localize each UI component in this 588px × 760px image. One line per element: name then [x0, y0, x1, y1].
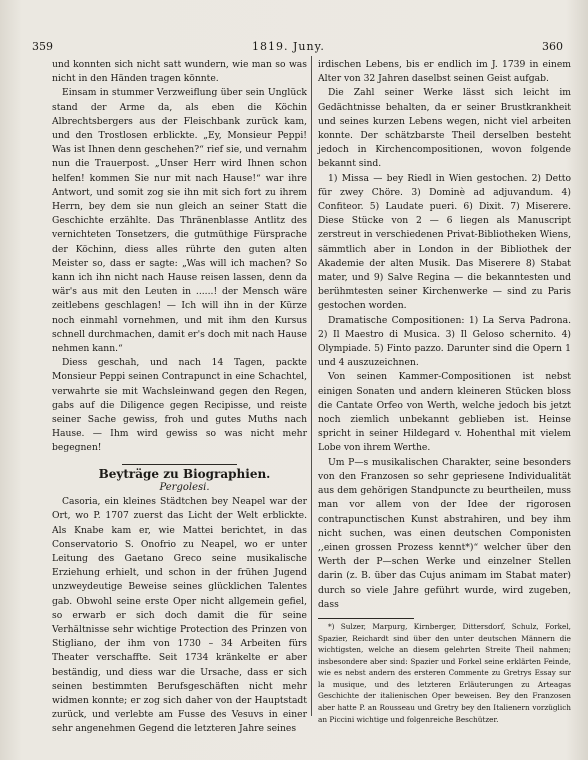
- paragraph: Von seinen Kammer-Compositionen ist nebst einigen Sonaten und andern kleineren Stücken bloss die Cantate Orfeo von Werth, welche jedoch bis jetzt noch ziemlich unbekannt geblieben ist. Heinse spricht in seiner Hildegard v. Hohenthal mit vielem Lobe von ihrem Werthe.: [318, 371, 571, 454]
- footnote-rule: [318, 618, 414, 619]
- paragraph: Casoria, ein kleines Städtchen bey Neapel war der Ort, wo P. 1707 zuerst das Licht der Welt erblickte. Als Knabe kam er, wie Mattei berichtet, in das Conservatorio S. Onofrio zu Neapel, wo er unter Leitung des Gaetano Greco seine musikalische Erziehung erhielt, und schon in der frühen Jugend unzweydeutige Beweise seines glücklichen Talentes gab. Obwohl seine erste Oper nicht allgemein gefiel, so erwarb er sich doch damit die für seine Verhältnisse sehr wichtige Protection des Prinzen von Stigliano, der ihm von 1730 – 34 Arbeiten fürs Theater verschaffte. Seit 1734 kränkelte er aber beständig, und diess war die Ursache, dass er sich seinen bestimmten Berufsgeschäften nicht mehr widmen konnte; er zog sich daher von der Hauptstadt zurück, und verlebte am Fusse des Vesuvs in einer sehr angenehmen Gegend die letzteren Jahre seines: [52, 496, 307, 735]
- paragraph: 1) Missa — bey Riedl in Wien gestochen. 2) Detto für zwey Chöre. 3) Dominè ad adjuvandum. 4) Confiteor. 5) Laudate pueri. 6) Dixit. 7) Miserere. Diese Stücke von 2 — 6 liegen als Manuscript zerstreut in verschiedenen Privat-Bibliotheken Wiens, sämmtlich aber in London in der Bibliothek der Akademie der alten Musik. Das Miserere 8) Stabat mater, und 9) Salve Regina — die bekanntesten und berühmtesten seiner Kirchenwerke — sind zu Paris gestochen worden.: [318, 172, 571, 312]
- paragraph: Um P—s musikalischen Charakter, seine besonders von den Franzosen so sehr gepriesene Individualität aus dem gehörigen Standpuncte zu beurtheilen, muss man vor allem von der Idee der rigorosen contrapunctischen Kunst abstrahiren, und bey ihm nicht suchen, was einen deutschen Componisten ,,einen grossen Prozess kennt*)“ welcher über den Werth der P—schen Werke und einzelner Stellen darin (z. B. über das Cujus animam im Stabat mater) durch so viele Jahre geführt wurde, wird zugeben, dass: [318, 456, 571, 610]
- page-header: [0, 40, 588, 54]
- paragraph: irdischen Lebens, bis er endlich im J. 1739 in einem Alter von 32 Jahren daselbst seinen Geist aufgab.: [318, 59, 571, 85]
- column-divider: [311, 56, 312, 716]
- paragraph: und konnten sich nicht satt wundern, wie man so was nicht in den Händen tragen könnte.: [52, 59, 307, 85]
- paragraph: Diess geschah, und nach 14 Tagen, packte Monsieur Peppi seinen Contrapunct in eine Schachtel, verwahrte sie mit Wachsleinwand gegen den Regen, gabs auf die Diligence gegen Recipisse, und reiste seiner Sache gewiss, froh und gutes Muths nach Hause. — Ihm wird gewiss so was nicht mehr begegnen!: [52, 357, 307, 454]
- right-column: [318, 58, 571, 725]
- section-title: Beyträge zu Biographien.: [98, 466, 271, 481]
- paragraph: Einsam in stummer Verzweiflung über sein Unglück stand der Arme da, als eben die Köchin Albrechtsbergers aus der Fleischbank zurück kam, und den Trostlosen erblickte. „Ey, Monsieur Peppi! Was ist Ihnen denn geschehen?“ rief sie, und vernahm nun die Trauerpost. „Unser Herr wird Ihnen schon helfen! kommen Sie nur mit nach Hause!“ war ihre Antwort, und somit zog sie ihn mit sich fort zu ihrem Herrn, bey dem sie nun gleich an seiner Statt die Geschichte erzählte. Das Thränenblasse Antlitz des vernichteten Tonsetzers, die gutmüthige Fürsprache der Köchinn, diess alles rührte den guten alten Meister so, dass er sagte: „Was will ich machen? So kann ich ihn nicht nach Hause reisen lassen, denn da wär's aus mit den Leuten in ......! der Mensch wäre zeitlebens geschlagen! — Ich will ihn in der Kürze noch einmahl vornehmen, und mit ihm den Kursus schnell durchmachen, damit er's doch mit nach Hause nehmen kann.“: [52, 87, 307, 355]
- page-number-right: 360: [542, 40, 563, 53]
- section-rule: [122, 464, 237, 465]
- paragraph: Die Zahl seiner Werke lässt sich leicht im Gedächtnisse behalten, da er seiner Brustkrankheit und seines kurzen Lebens wegen, nicht viel arbeiten konnte. Der schätzbarste Theil derselben besteht jedoch in Kirchencompositionen, wovon folgende bekannt sind.: [318, 87, 571, 170]
- section-subtitle: Pergolesi.: [159, 481, 210, 493]
- left-column: [52, 58, 307, 737]
- footnote: *) Sulzer, Marpurg, Kirnberger, Dittersdorf, Schulz, Forkel, Spazier, Reichardt sind über den unter deutschen Männern die wichtigsten, welche an diesem gelehrten Streite Theil nahmen; insbesondere aber sind: Spazier und Forkel seine erklärten Feinde, wie es nebst andern des ersteren Commente zu Gretrys Essay sur la musique, und des letzteren Erläuterungen zu Arteagas Geschichte der italienischen Oper beweisen. Bey den Franzosen aber hatte P. an Rousseau und Gretry bey den Italienern vorzüglich an Piccini wichtige und folgenreiche Beschützer.: [318, 621, 571, 724]
- running-head: 1819. Juny.: [252, 40, 325, 53]
- paragraph: Dramatische Compositionen: 1) La Serva Padrona. 2) Il Maestro di Musica. 3) Il Geloso schernito. 4) Olympiade. 5) Finto pazzo. Darunter sind die Opern 1 und 4 auszuzeichnen.: [318, 314, 571, 369]
- page-number-left: 359: [32, 40, 53, 53]
